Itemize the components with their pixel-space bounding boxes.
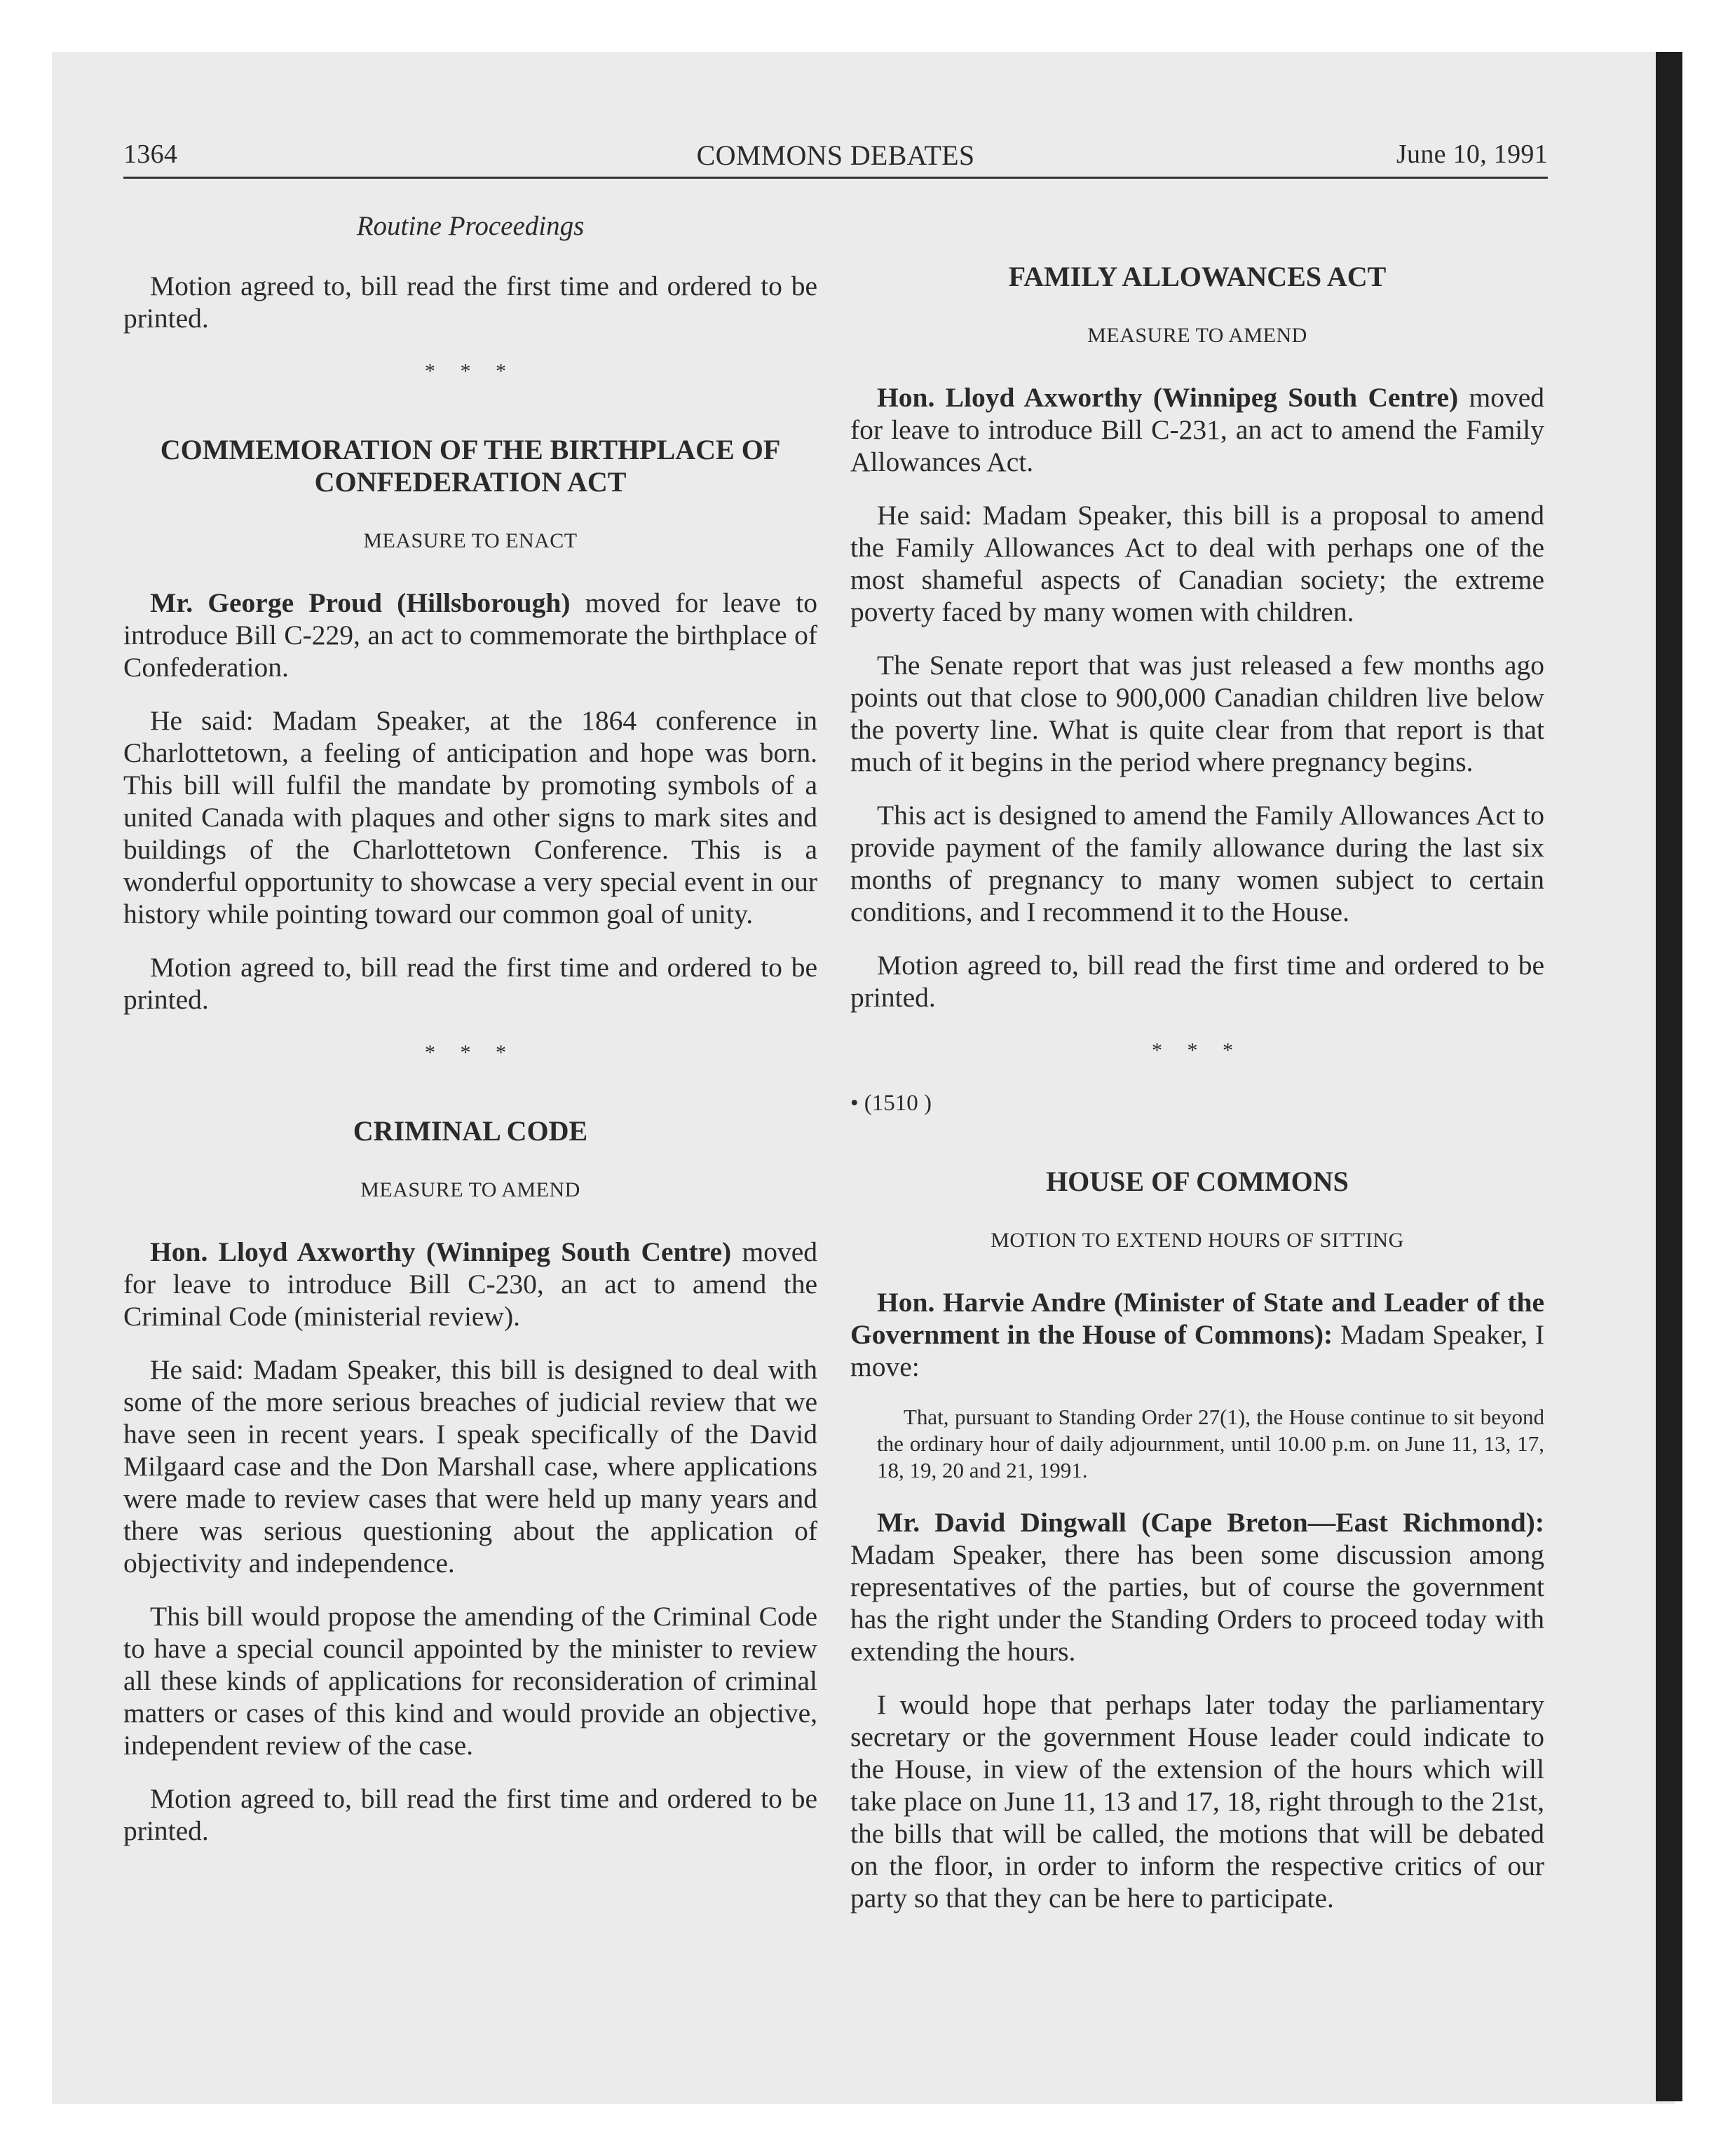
- section-subtitle: MEASURE TO AMEND: [360, 1178, 580, 1201]
- section-title: FAMILY ALLOWANCES ACT: [1008, 261, 1387, 292]
- speaker-paragraph: [123, 587, 817, 683]
- speaker-text: moved for leave to introduce Bill C-229, an act to commemorate the birthplace of Confederation.: [123, 587, 818, 683]
- section-title: HOUSE OF COMMONS: [1046, 1166, 1349, 1197]
- speaker-name: Hon. Harvie Andre (Minister of State and Leader of the Government in the House of Commons):: [850, 1287, 1544, 1350]
- paragraph: Motion agreed to, bill read the first time and ordered to be printed.: [123, 1783, 817, 1846]
- paragraph: This act is designed to amend the Family Allowances Act to provide payment of the family allowance during the last six months of pregnancy to many women subject to certain conditions, and I recommend it to the House.: [850, 800, 1544, 927]
- speaker-paragraph: [850, 381, 1544, 478]
- section-title: COMMEMORATION OF THE BIRTHPLACE OF CONFEDERATION ACT: [160, 434, 781, 498]
- speaker-text: moved for leave to introduce Bill C-231, an act to amend the Family Allowances Act.: [850, 382, 1544, 477]
- speaker-paragraph: [850, 1506, 1544, 1667]
- speaker-text: moved for leave to introduce Bill C-230, an act to amend the Criminal Code (ministerial review).: [123, 1236, 817, 1332]
- paragraph: He said: Madam Speaker, this bill is a proposal to amend the Family Allowances Act to deal with perhaps one of the most shameful aspects of Canadian society; the extreme poverty faced by many women with children.: [850, 500, 1544, 627]
- time-marker: • (1510 ): [850, 1091, 932, 1116]
- paragraph: The Senate report that was just released a few months ago points out that close to 900,000 Canadian children live below the poverty line. What is quite clear from that report is that much of it begins in the period where pregnancy begins.: [850, 650, 1544, 777]
- speaker-name: Hon. Lloyd Axworthy (Winnipeg South Centre): [150, 1236, 732, 1267]
- paragraph: Motion agreed to, bill read the first time and ordered to be printed.: [123, 271, 817, 334]
- header-rule: [123, 177, 1548, 179]
- section-separator: * * *: [1152, 1039, 1243, 1062]
- paragraph: I would hope that perhaps later today the parliamentary secretary or the government House leader could indicate to the House, in view of the extension of the hours which will take place on June 11, 13 and 17, 18, right through to the 21st, the bills that will be called, the motions that will be debated on the floor, in order to inform the respective critics of our party so that they can be here to participate.: [850, 1689, 1544, 1913]
- speaker-name: Mr. David Dingwall (Cape Breton—East Richmond):: [877, 1507, 1544, 1538]
- paragraph: This bill would propose the amending of the Criminal Code to have a special council appointed by the minister to review all these kinds of applications for reconsideration of criminal matters or cases of this kind and would provide an objective, independent review of the case.: [123, 1601, 817, 1761]
- section-label: Routine Proceedings: [356, 211, 585, 241]
- left-column: [123, 210, 817, 1868]
- speaker-text: Madam Speaker, there has been some discussion among representatives of the parties, but of course the government has the right under the Standing Orders to proceed today with extending the hours.: [850, 1539, 1544, 1667]
- motion-quote: That, pursuant to Standing Order 27(1), the House continue to sit beyond the ordinary hour of daily adjournment, until 10.00 p.m. on June 11, 13, 17, 18, 19, 20 and 21, 1991.: [877, 1405, 1544, 1482]
- speaker-paragraph: [850, 1286, 1544, 1383]
- speaker-name: Hon. Lloyd Axworthy (Winnipeg South Centre): [877, 382, 1459, 413]
- section-subtitle: MEASURE TO AMEND: [1087, 324, 1307, 347]
- scan-edge: [1656, 52, 1682, 2101]
- page-header: [123, 139, 1548, 179]
- right-column: [850, 210, 1544, 1935]
- speaker-name: Mr. George Proud (Hillsborough): [150, 587, 571, 618]
- page-number: 1364: [123, 139, 178, 169]
- issue-date: June 10, 1991: [1396, 139, 1548, 169]
- paragraph: Motion agreed to, bill read the first time and ordered to be printed.: [850, 950, 1544, 1013]
- speaker-paragraph: [123, 1236, 817, 1332]
- section-subtitle: MEASURE TO ENACT: [363, 529, 578, 552]
- section-title: CRIMINAL CODE: [353, 1115, 588, 1147]
- paragraph: He said: Madam Speaker, at the 1864 conference in Charlottetown, a feeling of anticipation and hope was born. This bill will fulfil the mandate by promoting symbols of a united Canada with plaques and other signs to mark sites and buildings of the Charlottetown Conference. This is a wonderful opportunity to showcase a very special event in our history while pointing toward our common goal of unity.: [123, 705, 817, 929]
- section-separator: * * *: [425, 360, 516, 383]
- journal-title: COMMONS DEBATES: [696, 139, 975, 171]
- speaker-text: Madam Speaker, I move:: [850, 1319, 1544, 1382]
- paragraph: Motion agreed to, bill read the first time and ordered to be printed.: [123, 952, 817, 1015]
- section-separator: * * *: [425, 1041, 516, 1064]
- section-subtitle: MOTION TO EXTEND HOURS OF SITTING: [991, 1229, 1404, 1252]
- paragraph: He said: Madam Speaker, this bill is designed to deal with some of the more serious breaches of judicial review that we have seen in recent years. I speak specifically of the David Milgaard case and the Don Marshall case, where applications were made to review cases that were held up many years and there was serious questioning about the application of objectivity and independence.: [123, 1354, 817, 1578]
